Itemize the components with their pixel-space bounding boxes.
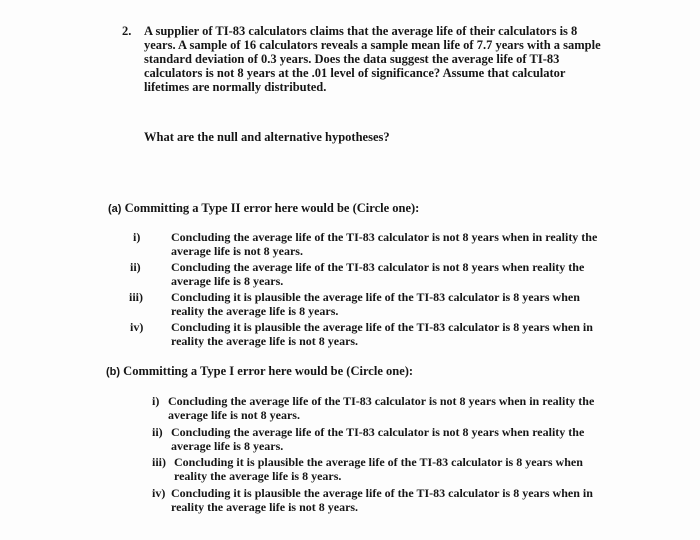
option-text: Concluding it is plausible the average life of the TI-83 calculator is 8 years when in reality the average life is not 8 years. [171,320,593,348]
option-text: Concluding it is plausible the average life of the TI-83 calculator is 8 years when reality the average life is 8 years. [171,290,580,318]
question-number: 2. [122,24,132,38]
part-a-label: (a) [108,203,122,215]
part-b-heading-text: Committing a Type I error here would be (Circle one): [123,364,414,378]
part-a-heading [108,201,419,216]
part-b-heading [106,364,413,379]
part-a-heading-text: Committing a Type II error here would be (Circle one): [124,201,420,215]
option-number: i) [152,394,160,408]
question-text: A supplier of TI-83 calculators claims that the average life of their calculators is 8 years. A sample of 16 calculators reveals a sample mean life of 7.7 years with a sample standard deviation of 0.3 years. Does the data suggest the average life of TI-83 calculators is not 8 years at the .01 level of significance? Assume that calculator lifetimes are normally distributed. [144,24,601,94]
option-text: Concluding the average life of the TI-83 calculator is not 8 years when reality the average life is 8 years. [171,425,585,453]
option-number: ii) [152,425,163,439]
option-number: iv) [130,320,144,334]
option-number: iv) [152,486,166,500]
option-text: Concluding the average life of the TI-83 calculator is not 8 years when reality the average life is 8 years. [171,260,585,288]
option-text: Concluding it is plausible the average life of the TI-83 calculator is 8 years when reality the average life is 8 years. [174,455,583,483]
option-number: iii) [152,455,166,469]
part-b-label: (b) [106,366,121,378]
option-text: Concluding the average life of the TI-83 calculator is not 8 years when in reality the average life is not 8 years. [171,230,598,258]
option-number: i) [133,230,141,244]
hypotheses-prompt: What are the null and alternative hypotheses? [144,130,390,144]
option-number: iii) [129,290,143,304]
option-text: Concluding it is plausible the average life of the TI-83 calculator is 8 years when in reality the average life is not 8 years. [171,486,593,514]
option-number: ii) [130,260,141,274]
option-text: Concluding the average life of the TI-83 calculator is not 8 years when in reality the average life is not 8 years. [168,394,595,422]
